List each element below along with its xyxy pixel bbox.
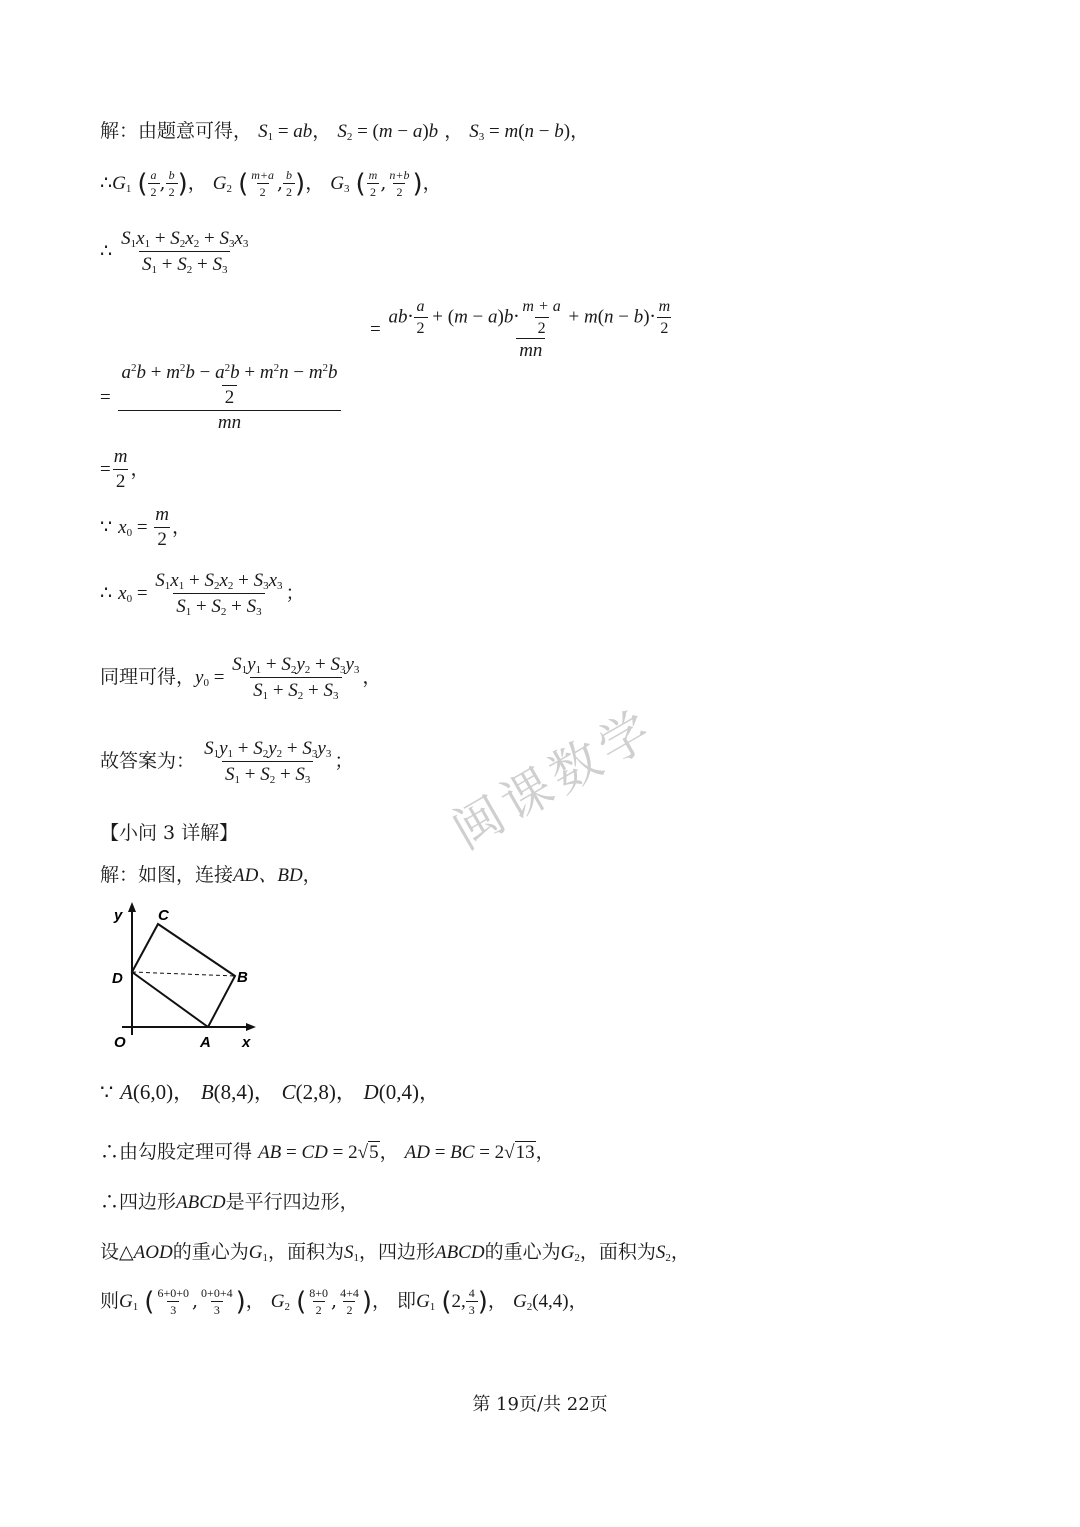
x-axis-arrow: [246, 1023, 256, 1031]
line-weighted-x: ∴ $\frac{S_1x_1 + S_2x_2 + S_3x_3}{S_1 + S_2 + S_3}$: [100, 228, 249, 277]
section-heading: 【小问 3 详解】: [100, 822, 239, 844]
line-pythagoras: ∴由勾股定理可得 AB = CD = 2√5， AD = BC = 2√13，: [100, 1141, 555, 1163]
line-m-over-2: = $\frac{m}{2}$ ，: [100, 446, 150, 492]
point-label-b: B: [237, 969, 248, 986]
line-centroid-values: 则$G_1$ ( $\frac{6+0+0}{3}$ , $\frac{0+0+4}{3}$ )， $G_2$ ( $\frac{8+0}{2}$ , $\frac{4+4}{2}$ )， 即$G_1$ (2, $\frac{4}{3}$ )， $G_2(4,4)$，: [100, 1285, 588, 1317]
text-label: 解：由题意可得，: [100, 120, 253, 142]
line-centroid-setup: 设△AOD的重心为$G_1$，面积为$S_1$，四边形ABCD的重心为$G_2$，面积为$S_2$，: [100, 1241, 690, 1264]
axis-label-x: x: [242, 1034, 251, 1051]
segment-bd: [132, 972, 235, 976]
line-parallelogram: ∴四边形ABCD是平行四边形，: [100, 1191, 359, 1213]
line-areas: 解：由题意可得， $S_1$ = ab， $S_2 = (m - a)b$ ， $S_3 = m(n - b)$，: [100, 120, 590, 143]
line-expanded: = ab· $\frac{a}{2}$ + (m − a)b· $\frac{m + a}{2}$ + m(n − b)· $\frac{m}{2}$ mn: [370, 298, 671, 362]
line-q3-intro: 解：如图，连接AD、BD，: [100, 864, 322, 886]
line-centroids: $\therefore G_1$ ( $\frac{a}{2}$ , $\frac{b}{2}$ )， $G_2$ ( $\frac{m+a}{2}$ , $\frac{b}{2}$ )， $G_3$ ( $\frac{m}{2}$ , $\frac{n+b}{2}$ )，: [100, 167, 442, 199]
line-simplified: = $\frac{\frac{a^2b + m^2b - a^2b + m^2n - m^2b}{2}}{mn}$: [100, 362, 344, 434]
y-axis-arrow: [128, 902, 136, 912]
line-x0-formula: ∴ $x_0$ = $\frac{S_1x_1 + S_2x_2 + S_3x_3}{S_1 + S_2 + S_3}$ ；: [100, 570, 305, 619]
line-coordinates: ∵ A(6,0)， B(8,4)， C(2,8)， D(0,4)，: [100, 1080, 440, 1104]
axis-label-y: y: [114, 907, 123, 924]
page-footer: 第 19页/共 22页: [472, 1394, 608, 1415]
origin-label: O: [114, 1034, 126, 1051]
line-answer: 故答案为： $\frac{S_1y_1 + S_2y_2 + S_3y_3}{S_1 + S_2 + S_3}$ ；: [100, 738, 354, 787]
line-y0-formula: 同理可得，$y_0$ = $\frac{S_1y_1 + S_2y_2 + S_3y_3}{S_1 + S_2 + S_3}$ ，: [100, 654, 382, 703]
point-label-a: A: [200, 1034, 211, 1051]
geometry-diagram: [100, 900, 270, 1060]
point-label-d: D: [112, 970, 123, 987]
line-x0-def: ∵ $x_0$ = $\frac{m}{2}$ ，: [100, 504, 192, 550]
point-label-c: C: [158, 907, 169, 924]
watermark: 闽课数学: [442, 698, 666, 861]
